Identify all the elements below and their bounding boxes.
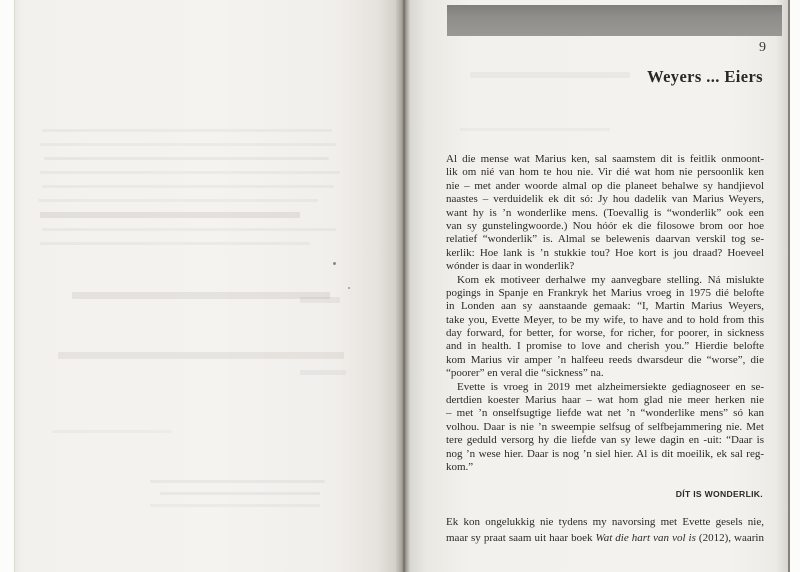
- bleed-through-mark: [300, 297, 340, 303]
- bleed-through-mark: [52, 430, 172, 433]
- text-line: want hy is ’n wonderlike mens. (Toevallig is “wonderlik” ook een: [446, 206, 764, 219]
- text-line: in Londen aan sy aanstaande gemaak: “I, Martin Marius Weyers,: [446, 300, 764, 313]
- text-segment: maar sy praat saam uit haar boek: [446, 532, 596, 544]
- text-line: Evette is vroeg in 2019 met alzheimersiekte gediagnoseer en se-: [457, 380, 764, 393]
- text-line: and in health. I promise to love and cherish you.” Hierdie belofte: [446, 340, 764, 353]
- bleed-through-mark: [42, 228, 336, 231]
- scan-speck: [333, 262, 336, 265]
- bleed-through-mark: [460, 128, 610, 131]
- bleed-through-mark: [470, 72, 630, 78]
- text-line: kerlik: Hoe lank is ’n stukkie tou? Hoe kort is jou draad? Hoeveel: [446, 246, 764, 259]
- text-line: wónder is daar in wonderlik?: [446, 260, 575, 273]
- text-line: naastes – verduidelik ek dit só: Jy hou dadelik van Marius Weyers,: [446, 193, 764, 206]
- section-closing-line: DÍT IS WONDERLIK.: [675, 489, 763, 499]
- bleed-through-mark: [42, 129, 332, 132]
- text-line: Kom ek motiveer derhalwe my aanvegbare stelling. Ná mislukte: [457, 273, 764, 286]
- text-line: volhou. Daar is nie ’n sweempie selfsug of selfbejammering nie. Met: [446, 420, 764, 433]
- text-line: take you, Evette Meyer, to be my wife, to have and to hold from this: [446, 313, 764, 326]
- paragraph-1: [446, 153, 764, 274]
- text-line: lik om nié van hom te hou nie. Vir dié wat hom nie persoonlik ken: [446, 166, 764, 179]
- bleed-through-mark: [160, 492, 320, 495]
- body-text: [446, 153, 764, 474]
- bleed-through-mark: [72, 292, 330, 299]
- text-line: nie – met ander woorde almal op die planeet behalwe sy handjievol: [446, 179, 764, 192]
- text-line: day forward, for better, for worse, for richer, for poorer, in sickness: [446, 327, 764, 340]
- chapter-title: Weyers ... Eiers: [647, 67, 763, 86]
- bleed-through-mark: [38, 199, 318, 202]
- bleed-through-mark: [40, 212, 300, 218]
- bleed-through-mark: [42, 185, 334, 188]
- text-line: kom Marius vir amper ’n halfeeu reeds dwarsdeur die “worse”, die: [446, 353, 764, 366]
- scan-speck: [348, 287, 350, 289]
- text-line: – met ’n onselfsugtige liefde wat net ’n “wonderlike mens” só kan: [446, 407, 764, 420]
- text-line: pogings in Spanje en Frankryk het Marius vroeg in 1975 dié belofte: [446, 286, 764, 299]
- paragraph-2: [446, 274, 764, 381]
- paragraph-4: [446, 514, 764, 546]
- text-line: [446, 530, 764, 546]
- bleed-through-mark: [40, 143, 336, 146]
- text-line: van sy gunstelingwoorde.) Nou hóór ek die filosowe brom oor hoe: [446, 219, 764, 232]
- text-line: kom.”: [446, 460, 474, 473]
- bleed-through-mark: [40, 242, 310, 245]
- paragraph-3: [446, 381, 764, 475]
- text-line: dertdien koester Marius haar – wat hom glad nie meer herken nie: [446, 394, 764, 407]
- bleed-through-mark: [300, 370, 346, 375]
- page-number: 9: [759, 40, 766, 55]
- bleed-through-mark: [44, 157, 329, 160]
- text-segment: (2012), waarin: [695, 532, 764, 544]
- bleed-through-mark: [40, 171, 340, 174]
- bleed-through-mark: [150, 480, 325, 483]
- text-line: Al die mense wat Marius ken, sal saamstem dit is feitlik onmoont-: [446, 153, 764, 165]
- text-line: relatief “wonderlik” is. Almal se belewenis daarvan verskil tog se-: [446, 233, 764, 246]
- text-line: nog ’n wese hier. Daar is nog ’n siel hier. Al is dit moeilik, ek sal reg-: [446, 447, 764, 460]
- bleed-through-mark: [58, 352, 344, 359]
- text-line: “poorer” en veral die “sickness” na.: [446, 367, 604, 380]
- bleed-through-mark: [150, 504, 320, 507]
- text-line: tere geduld versorg hy die liefde van sy lewe dagin en -uit: “Daar is: [446, 434, 764, 447]
- text-line: Ek kon ongelukkig nie tydens my navorsing met Evette gesels nie,: [446, 516, 764, 528]
- book-title-italic: Wat die hart van vol is: [595, 532, 696, 544]
- running-header-bar: [447, 5, 782, 36]
